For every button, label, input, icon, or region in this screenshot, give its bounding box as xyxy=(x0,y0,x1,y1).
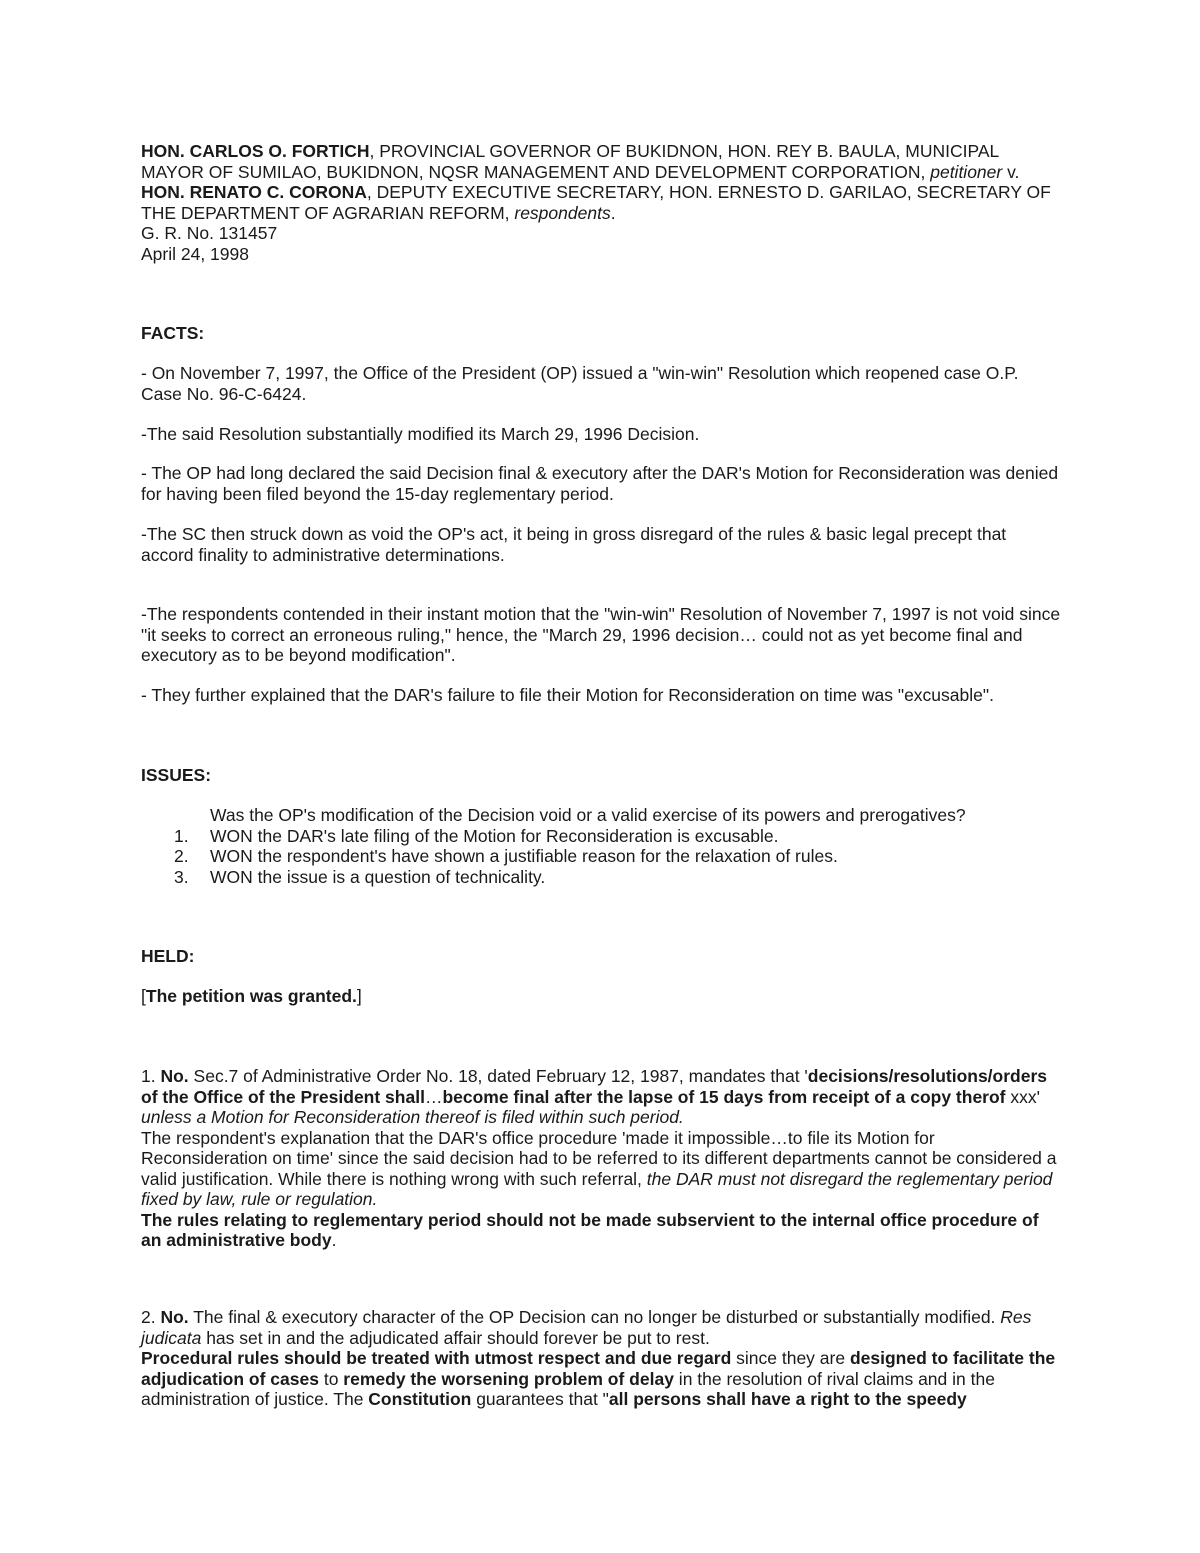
petitioner-role: petitioner xyxy=(930,161,1003,182)
issues-list xyxy=(141,805,1061,887)
decision-date: April 24, 1998 xyxy=(141,243,249,264)
gr-number: G. R. No. 131457 xyxy=(141,223,278,243)
facts-paragraph: -The said Resolution substantially modified its March 29, 1996 Decision. xyxy=(141,424,700,444)
list-item: 2. WON the respondent's have shown a justifiable reason for the relaxation of rules. xyxy=(174,846,838,866)
issue-main: Was the OP's modification of the Decision void or a valid exercise of its powers and prerogatives? xyxy=(210,805,966,825)
respondent-role: respondents xyxy=(514,202,611,223)
held-disposition: [The petition was granted.] xyxy=(141,986,362,1006)
facts-paragraph: - They further explained that the DAR's failure to file their Motion for Reconsideration on time was "excusable". xyxy=(141,685,994,705)
list-item: 1. WON the DAR's late filing of the Motion for Reconsideration is excusable. xyxy=(174,825,779,846)
case-caption: HON. CARLOS O. FORTICH, PROVINCIAL GOVERNOR OF BUKIDNON, HON. REY B. BAULA, MUNICIPAL MAYOR OF SUMILAO, BUKIDNON, NQSR MANAGEMENT AND DEVELOPMENT CORPORATION, petitioner v. HON. RENATO C. CORONA, DEPUTY EXECUTIVE SECRETARY, HON. ERNESTO D. GARILAO, SECRETARY OF THE DEPARTMENT OF AGRARIAN REFORM, respondents. G. R. No. 131457 April 24, 1998 xyxy=(141,141,1051,264)
facts-paragraph: - On November 7, 1997, the Office of the President (OP) issued a "win-win" Resolution which reopened case O.P. Case No. 96-C-6424. xyxy=(141,363,1019,404)
issues-heading: ISSUES: xyxy=(141,765,212,785)
facts-paragraph: -The respondents contended in their instant motion that the "win-win" Resolution of November 7, 1997 is not void since "it seeks to correct an erroneous ruling," hence, the "March 29, 1996 decision… could not as yet become final and executory as to be beyond modification". xyxy=(141,604,1061,665)
held-heading: HELD: xyxy=(141,946,195,966)
facts-heading: FACTS: xyxy=(141,323,205,343)
respondent-name: HON. RENATO C. CORONA xyxy=(141,182,367,202)
list-item: 3. WON the issue is a question of technicality. xyxy=(174,866,546,887)
ruling-1: 1. No. Sec.7 of Administrative Order No. 18, dated February 12, 1987, mandates that 'decisions/resolutions/orders of the Office of the President shall…become final after the lapse of 15 days from receipt of a copy therof xxx' unless a Motion for Reconsideration thereof is filed within such period. The respondent's explanation that the DAR's office procedure 'made it impossible…to file its Motion for Reconsideration on time' since the said decision had to be referred to its different departments cannot be considered a valid justification. While there is nothing wrong with such referral, the DAR must not disregard the reglementary period fixed by law, rule or regulation. The rules relating to reglementary period should not be made subservient to the internal office procedure of an administrative body. xyxy=(141,1066,1057,1250)
ruling-2: 2. No. The final & executory character of the OP Decision can no longer be disturbed or substantially modified. Res judicata has set in and the adjudicated affair should forever be put to rest. Procedural rules should be treated with utmost respect and due regard since they are designed to facilitate the adjudication of cases to remedy the worsening problem of delay in the resolution of rival claims and in the administration of justice. The Constitution guarantees that "all persons shall have a right to the speedy xyxy=(141,1307,1056,1409)
facts-paragraph: - The OP had long declared the said Decision final & executory after the DAR's Motion for Reconsideration was denied for having been filed beyond the 15-day reglementary period. xyxy=(141,463,1059,504)
facts-paragraph: -The SC then struck down as void the OP's act, it being in gross disregard of the rules & basic legal precept that accord finality to administrative determinations. xyxy=(141,524,1007,565)
petitioner-name: HON. CARLOS O. FORTICH xyxy=(141,141,370,161)
